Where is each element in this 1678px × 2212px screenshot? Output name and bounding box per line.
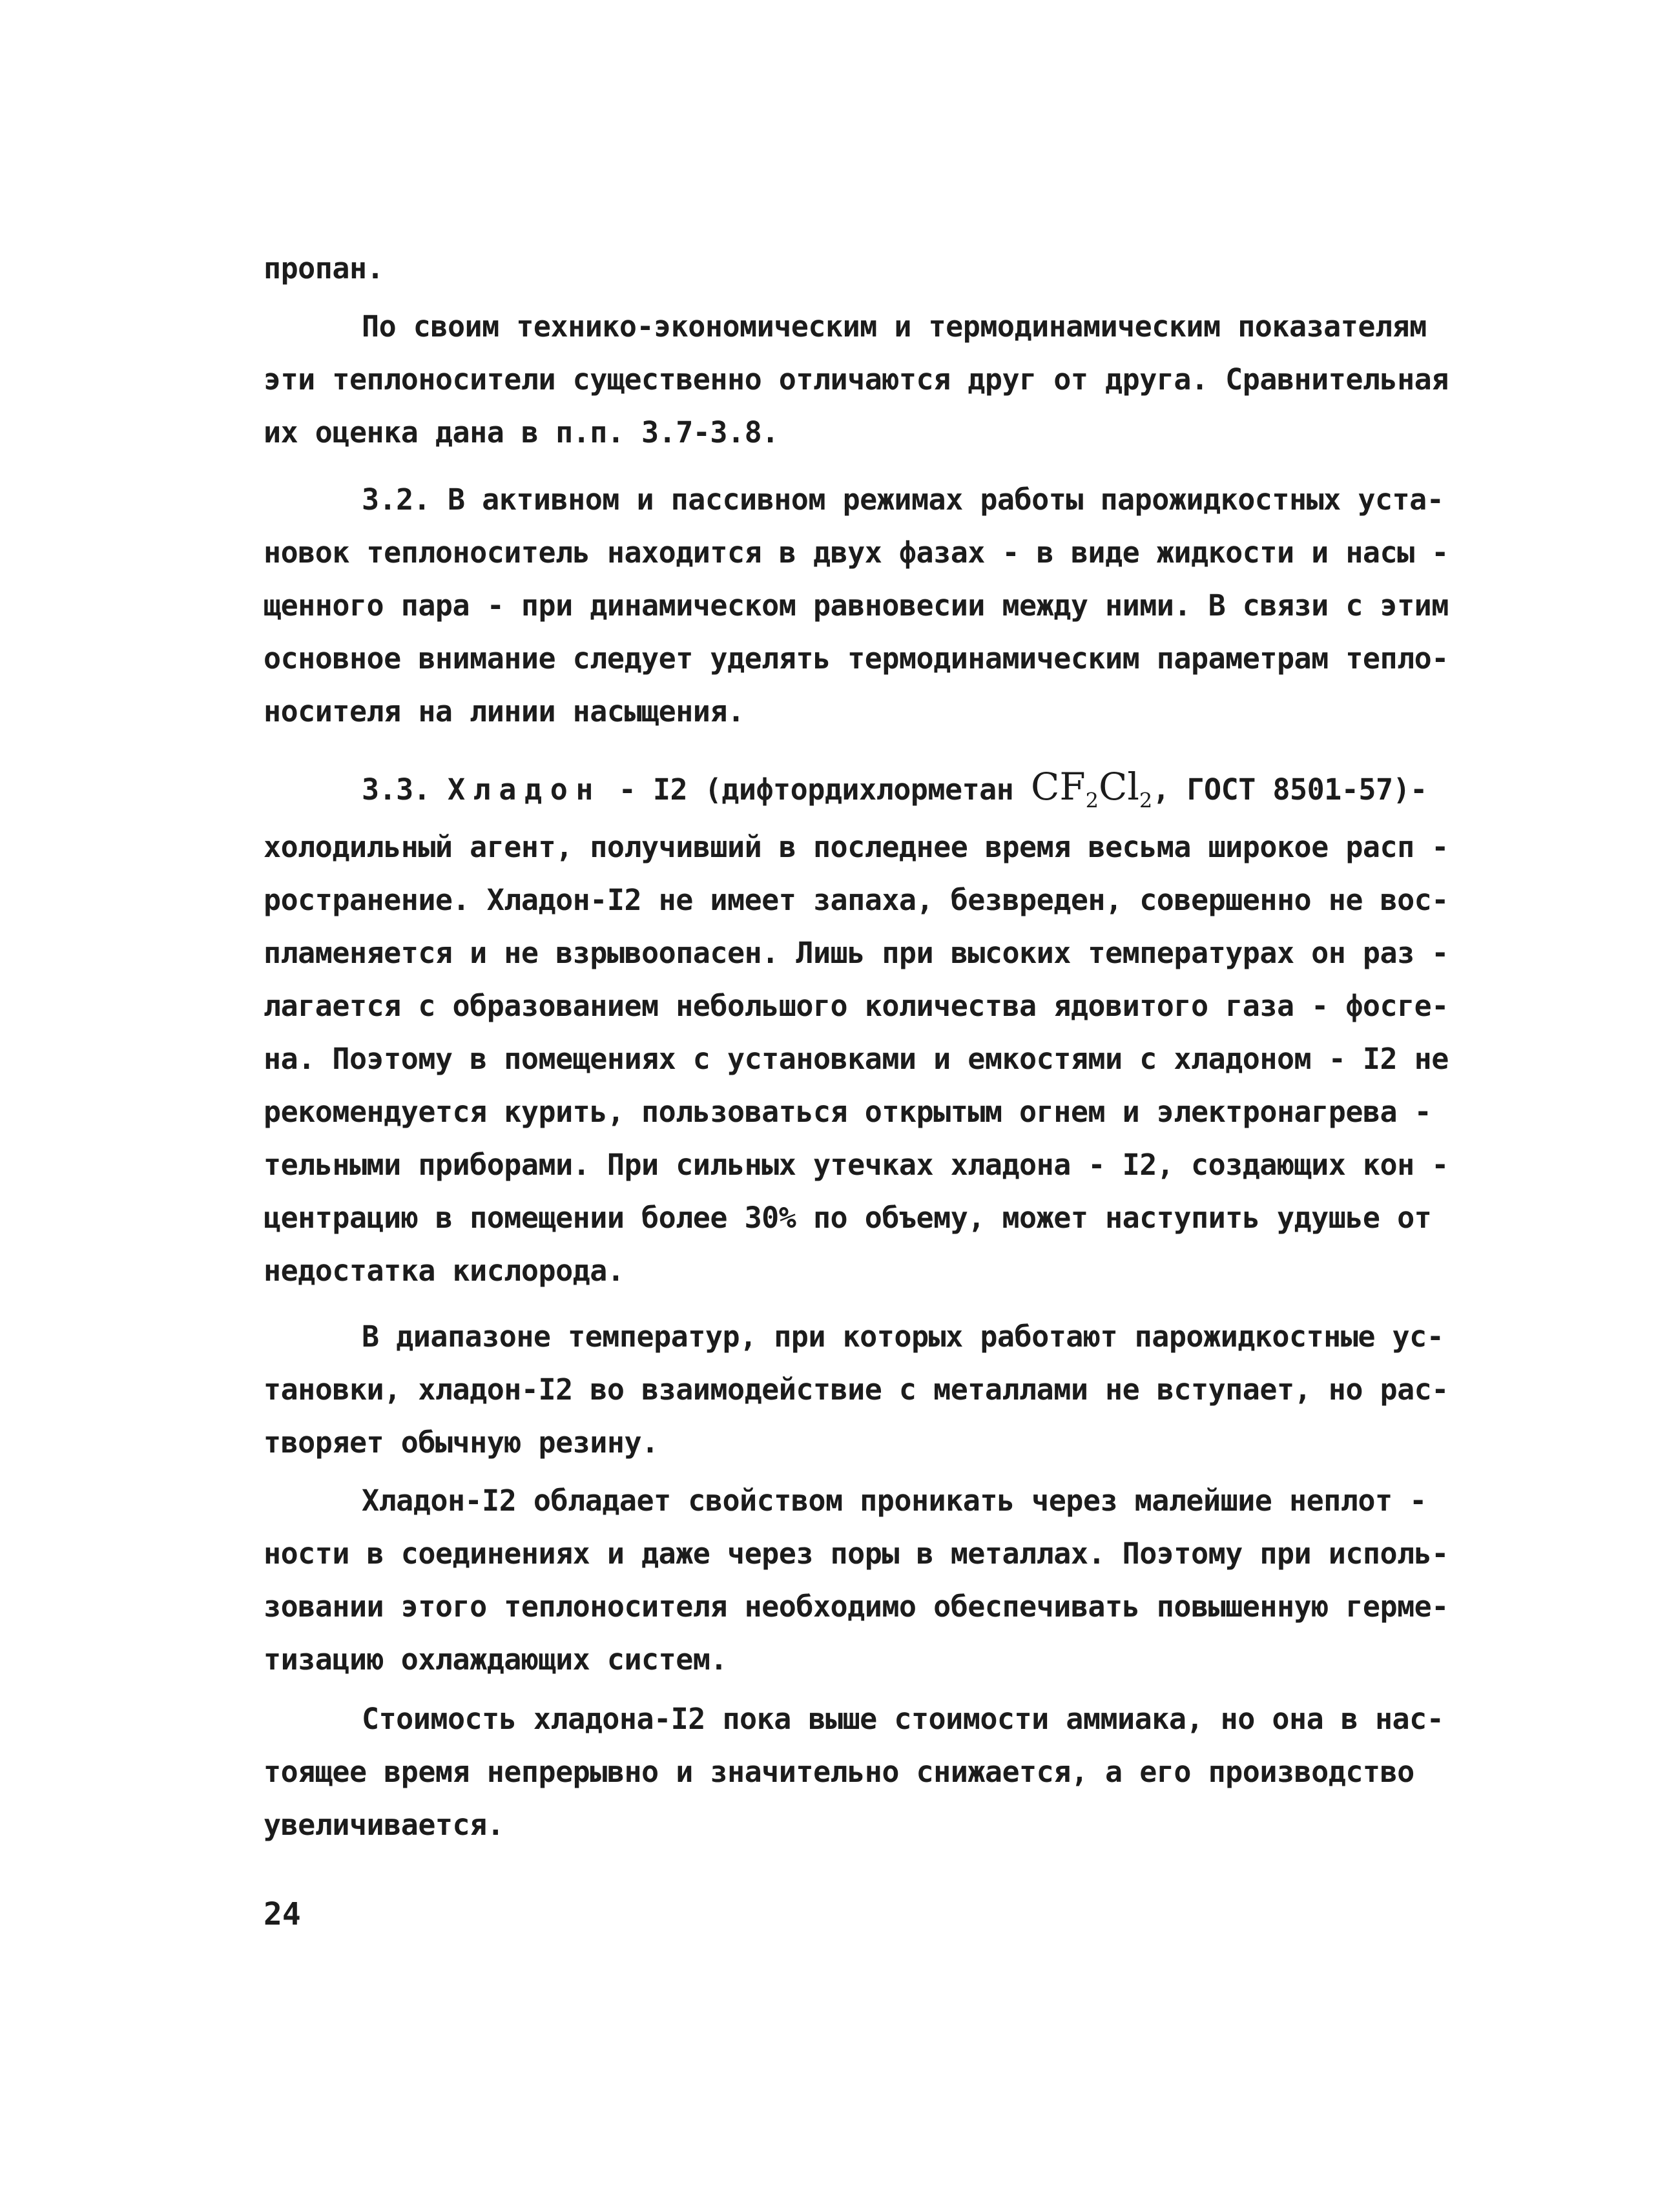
text-line: щенного пара - при динамическом равновесии между ними. В связи с этим [264,588,1449,623]
text-line: основное внимание следует уделять термодинамическим параметрам тепло- [264,641,1449,676]
text-line-formula [362,765,1427,820]
text-line: тизацию охлаждающих систем. [264,1642,727,1677]
page-number: 24 [264,1896,301,1932]
text-line: их оценка дана в п.п. 3.7-3.8. [264,415,779,450]
text-line: ности в соединениях и даже через поры в металлах. Поэтому при исполь- [264,1536,1449,1571]
text-line: По своим технико-экономическим и термодинамическим показателям [362,309,1427,344]
text-line: Хладон-I2 обладает свойством проникать через малейшие неплот - [362,1483,1427,1518]
clause-number: 3.3. [362,772,431,807]
text-line: В диапазоне температур, при которых работают парожидкостные ус- [362,1319,1444,1354]
text-line: пропан. [264,251,384,285]
text-line: Стоимость хладона-I2 пока выше стоимости аммиака, но она в нас- [362,1702,1444,1736]
text-line: носителя на линии насыщения. [264,694,745,729]
term-description: - I2 (дифтордихлорметан [618,772,1014,807]
text-line: тельными приборами. При сильных утечках хладона - I2, создающих кон - [264,1148,1449,1182]
text-line: творяет обычную резину. [264,1425,659,1460]
text-line: недостатка кислорода. [264,1254,625,1288]
text-line: тоящее время непрерывно и значительно снижается, а его производство [264,1755,1414,1789]
text-line: холодильный агент, получивший в последнее время весьма широкое расп - [264,830,1449,864]
text-line: эти теплоносители существенно отличаются друг от друга. Сравнительная [264,362,1449,397]
text-line: пламеняется и не взрывоопасен. Лишь при высоких температурах он раз - [264,936,1449,970]
text-line: 3.2. В активном и пассивном режимах работы парожидкостных уста- [362,482,1444,517]
text-line: новок теплоноситель находится в двух фазах - в виде жидкости и насы - [264,535,1449,570]
text-line: центрацию в помещении более 30% по объему, может наступить удушье от [264,1201,1432,1235]
text-line: лагается с образованием небольшого количества ядовитого газа - фосге- [264,989,1449,1023]
standard-reference: , ГОСТ 8501-57)- [1152,772,1427,807]
text-line: рекомендуется курить, пользоваться открытым огнем и электронагрева - [264,1095,1432,1129]
text-line: тановки, хладон-I2 во взаимодействие с металлами не вступает, но рас- [264,1372,1449,1407]
text-line: увеличивается. [264,1808,504,1842]
text-line: на. Поэтому в помещениях с установками и емкостями с хладоном - I2 не [264,1042,1449,1076]
chemical-formula: $CF_2Cl_2$ [1030,765,1153,813]
spaced-term: Хладон [447,772,602,807]
text-line: зовании этого теплоносителя необходимо обеспечивать повышенную герме- [264,1589,1449,1624]
text-line: ространение. Хладон-I2 не имеет запаха, безвреден, совершенно не вос- [264,883,1449,917]
